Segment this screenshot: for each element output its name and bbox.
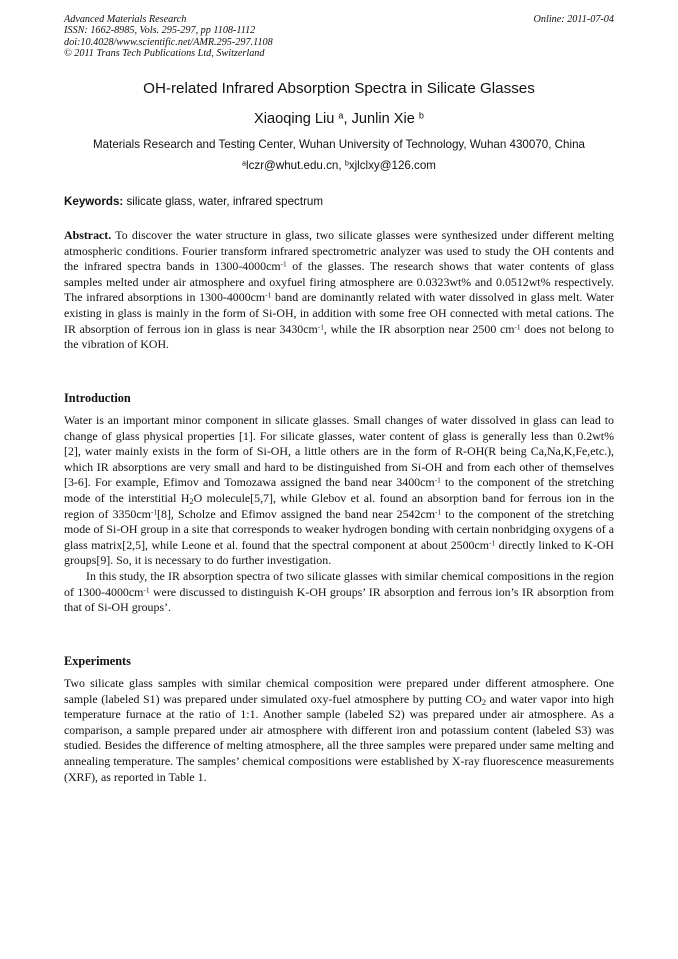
author-list	[0, 111, 678, 127]
keywords	[64, 195, 614, 208]
copyright-line: © 2011 Trans Tech Publications Ltd, Switzerland	[64, 47, 265, 59]
subscript: 2	[189, 497, 194, 507]
experiments-section	[64, 676, 614, 785]
abstract-text: To discover the water structure in glass, two silicate glasses were synthesized under different melting atmospheric conditions. Fourier transform infrared spectrometric analyzer was used to study the OH contents and the infrared spectra bands in 1300-4000cm	[64, 228, 614, 274]
keywords-label: Keywords:	[64, 195, 124, 208]
abstract-text: of the glasses. The research shows that water contents of glass samples melted under air atmosphere and oxyfuel firing atmosphere are 0.0323wt% and 0.0512wt% respectively. The infrared absorptions in 1300-4000cm	[64, 259, 614, 305]
email-superscript: b	[344, 158, 349, 168]
superscript: -1	[434, 506, 442, 516]
superscript: -1	[514, 321, 521, 331]
introduction-section	[64, 413, 614, 616]
issn-line: ISSN: 1662-8985, Vols. 295-297, pp 1108-1112	[64, 25, 256, 37]
author-separator: ,	[343, 111, 352, 127]
abstract-text: band are dominantly related with water dissolved in glass melt. Water existing in glass is mainly in the form of Si-OH, in addition with some free OH connected with metal cations. The IR absorption of ferrous ion in glass is near 3430cm	[64, 290, 614, 336]
superscript: -1	[317, 321, 324, 331]
author-name: Junlin Xie	[351, 111, 415, 127]
journal-name: Advanced Materials Research	[64, 14, 187, 25]
author-superscript: a	[338, 110, 344, 121]
superscript: -1	[280, 259, 287, 269]
body-text: Two silicate glass samples with similar chemical composition were prepared under different atmosphere. One sample (labeled S1) was prepared under simulated oxy-fuel atmosphere by putting CO	[64, 676, 614, 706]
body-text: directly linked to K-OH groups[9]. So, it is necessary to do further investigation.	[64, 537, 614, 568]
abstract-label: Abstract.	[64, 228, 112, 242]
affiliation: Materials Research and Testing Center, Wuhan University of Technology, Wuhan 430070, China	[93, 138, 585, 151]
body-text: were discussed to distinguish K-OH groups’ IR absorption and ferrous ion’s IR absorption from that of Si-OH groups’.	[64, 584, 614, 615]
superscript: -1	[265, 290, 272, 300]
journal-header	[64, 14, 614, 59]
experiments-paragraph	[64, 676, 614, 785]
online-date: Online: 2011-07-04	[533, 14, 614, 25]
author-name: Xiaoqing Liu	[254, 111, 335, 127]
superscript: -1	[434, 475, 441, 485]
body-text: to the component of the stretching mode of Si-OH group in a site that corresponds to weaker hydrogen bonding with certain nonbridging oxygens of a glass matrix[2,5], while Leone et al. found that the spectral component at about 2500cm	[64, 506, 614, 552]
paper-title: OH-related Infrared Absorption Spectra in Silicate Glasses	[143, 80, 535, 97]
header-top-row	[64, 14, 614, 25]
body-text: Water is an important minor component in silicate glasses. Small changes of water dissolved in glass can lead to change of glass physical properties [1]. For silicate glasses, water content of glass is generally less than 0.2wt% [2], water mainly exists in the form of Si-OH, a little others are in the form of R-OH(R being Ca,Na,K,Fe,etc.), which IR absorptions are very small and hard to be distinguished from Si-OH and from each other of themselves [3-6]. For example, Efimov and Tomozawa assigned the band near 3400cm	[64, 413, 614, 490]
section-heading-experiments: Experiments	[64, 654, 131, 668]
body-text: In this study, the IR absorption spectra of two silicate glasses with similar chemical compositions in the region of 1300-4000cm	[64, 568, 614, 599]
body-text: to the component of the stretching mode of the interstitial H	[64, 475, 614, 505]
body-text: O molecule[5,7], while Glebov et al. found an absorption band for ferrous ion in the region of 3350cm	[64, 490, 614, 521]
author-emails	[0, 159, 678, 172]
body-text: [8], Scholze and Efimov assigned the band near 2542cm	[157, 506, 435, 521]
email-separator: ,	[338, 159, 345, 172]
author-superscript: b	[418, 110, 424, 121]
abstract	[64, 228, 614, 353]
superscript: -1	[489, 538, 496, 548]
subscript: 2	[481, 697, 487, 707]
intro-paragraph-1	[64, 413, 614, 569]
body-text: and water vapor into high temperature furnace at the ratio of 1:1. Another sample (labeled S2) was prepared under air atmosphere. As a comparison, a sample prepared under air atmosphere with different iron and potassium content (labeled S3) was studied. Besides the difference of melting atmosphere, all the three samples were prepared under same melting and annealing temperature. The samples’ chemical compositions were established by X-ray fluorescence measurements (XRF), as reported in Table 1.	[64, 691, 614, 784]
abstract-text: does not belong to the vibration of KOH.	[64, 321, 614, 352]
email-b: xjlclxy@126.com	[348, 159, 436, 172]
keywords-text: silicate glass, water, infrared spectrum	[123, 195, 324, 208]
email-a: lczr@whut.edu.cn	[246, 159, 339, 172]
section-heading-introduction: Introduction	[64, 391, 131, 405]
superscript: -1	[150, 506, 158, 516]
intro-paragraph-2	[64, 569, 614, 616]
doi-line: doi:10.4028/www.scientific.net/AMR.295-297.1108	[64, 36, 273, 48]
superscript: -1	[143, 584, 150, 594]
email-superscript: a	[242, 158, 247, 168]
abstract-text: , while the IR absorption near 2500 cm	[323, 321, 515, 336]
abstract-paragraph	[64, 228, 614, 353]
